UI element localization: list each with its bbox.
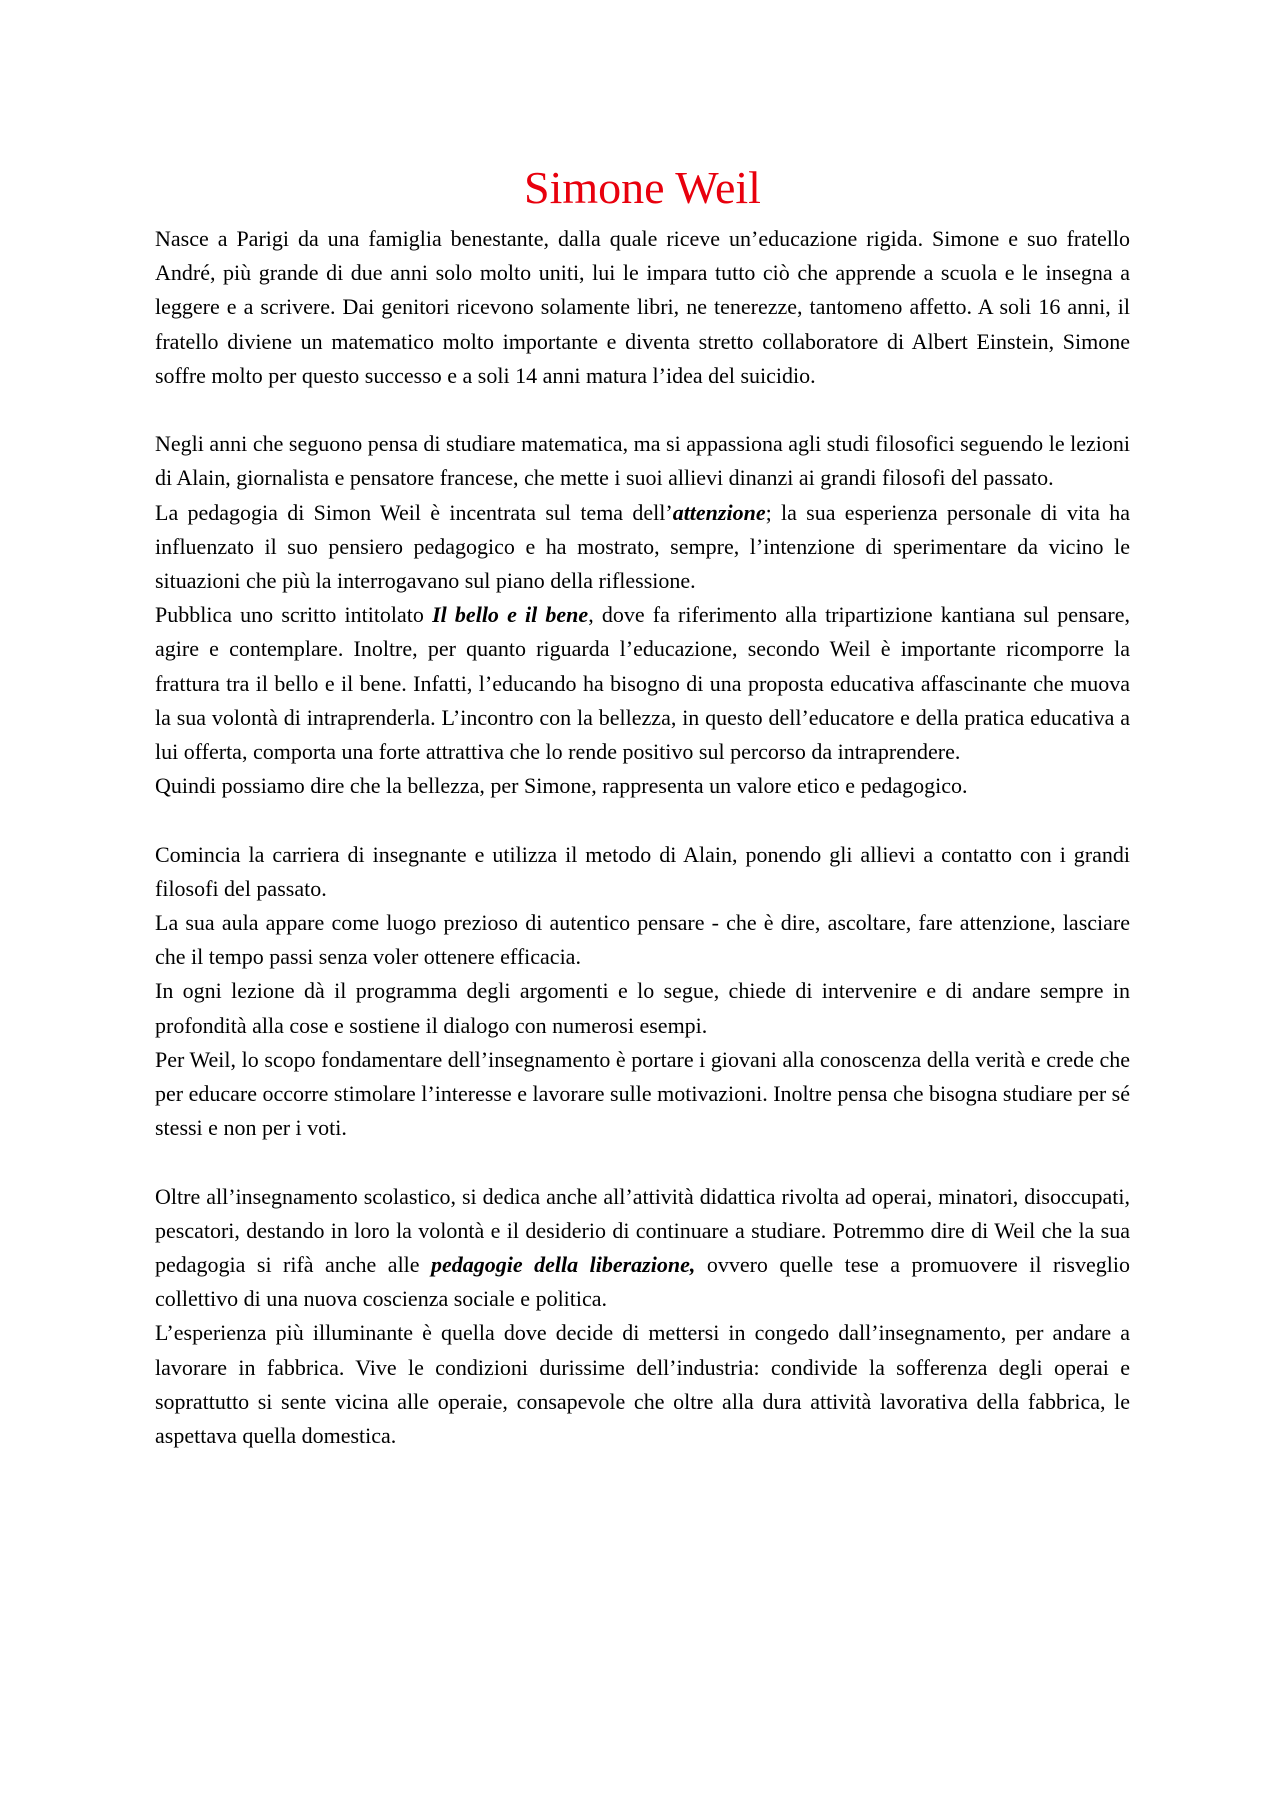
paragraph-studies: Negli anni che seguono pensa di studiare matematica, ma si appassiona agli studi filosofici seguendo le lezioni di Alain, giornalista e pensatore francese, che mette i suoi allievi dinanzi ai grandi filosofi del passato. (155, 431, 1130, 491)
paragraph-liberation (155, 1180, 1130, 1317)
paragraph-classroom: La sua aula appare come luogo prezioso di autentico pensare - che è dire, ascoltare, fare attenzione, lasciare che il tempo passi senza voler ottenere efficacia. (155, 910, 1130, 970)
paragraph-bello-text-after: , dove fa riferimento alla tripartizione kantiana sul pensare, agire e contemplare. Inoltre, per quanto riguarda l’educazione, secondo Weil è importante ricomporre la frattura tra il bello e il bene. Infatti, l’educando ha bisogno di una proposta educativa affascinante che muova la sua volontà di intraprenderla. L’incontro con la bellezza, in questo dell’educatore e della pratica educativa a lui offerta, comporta una forte attrattiva che lo rende positivo sul percorso da intraprendere. (155, 602, 1130, 765)
document-body (155, 158, 1130, 1453)
paragraph-spacer (155, 393, 1130, 427)
emphasis-attenzione: attenzione (672, 499, 766, 525)
emphasis-il-bello-e-il-bene: Il bello e il bene (432, 602, 589, 628)
paragraph-beauty-value: Quindi possiamo dire che la bellezza, per Simone, rappresenta un valore etico e pedagogico. (155, 773, 968, 799)
paragraph-liberation-text-after: ovvero quelle tese a promuovere il risveglio collettivo di una nuova coscienza sociale e politica. (155, 1252, 1130, 1312)
paragraph-teaching-career: Comincia la carriera di insegnante e utilizza il metodo di Alain, ponendo gli allievi a contatto con i grandi filosofi del passato. (155, 841, 1130, 901)
emphasis-pedagogie-della-liberazione: pedagogie della liberazione, (431, 1252, 696, 1278)
paragraph-attention (155, 496, 1130, 599)
paragraph-lessons: In ogni lezione dà il programma degli argomenti e lo segue, chiede di intervenire e di andare sempre in profondità alla cose e sostiene il dialogo con numerosi esempi. (155, 978, 1130, 1038)
page-title: Simone Weil (524, 162, 761, 213)
paragraph-attention-text-after: ; la sua esperienza personale di vita ha influenzato il suo pensiero pedagogico e ha mostrato, sempre, l’intenzione di sperimentare da vicino le situazioni che più la interrogavano sul piano della riflessione. (155, 499, 1130, 594)
paragraph-childhood: Nasce a Parigi da una famiglia benestante, dalla quale riceve un’educazione rigida. Simone e suo fratello André, più grande di due anni solo molto uniti, lui le impara tutto ciò che apprende a scuola e le insegna a leggere e a scrivere. Dai genitori ricevono solamente libri, ne tenerezze, tantomeno affetto. A soli 16 anni, il fratello diviene un matematico molto importante e diventa stretto collaboratore di Albert Einstein, Simone soffre molto per questo successo e a soli 14 anni matura l’idea del suicidio. (155, 226, 1130, 388)
paragraph-spacer (155, 1145, 1130, 1179)
paragraph-liberation-text-before: Oltre all’insegnamento scolastico, si dedica anche all’attività didattica rivolta ad operai, minatori, disoccupati, pescatori, destando in loro la volontà e il desiderio di continuare a studiare. Potremmo dire di Weil che la sua pedagogia si rifà anche alle (155, 1183, 1130, 1278)
paragraph-bello-bene (155, 598, 1130, 769)
paragraph-factory: L’esperienza più illuminante è quella dove decide di mettersi in congedo dall’insegnamento, per andare a lavorare in fabbrica. Vive le condizioni durissime dell’industria: condivide la sofferenza degli operai e soprattutto si sente vicina alle operaie, consapevole che oltre alla dura attività lavorativa della fabbrica, le aspettava quella domestica. (155, 1320, 1130, 1449)
paragraph-spacer (155, 803, 1130, 837)
paragraph-purpose: Per Weil, lo scopo fondamentare dell’insegnamento è portare i giovani alla conoscenza della verità e crede che per educare occorre stimolare l’interesse e lavorare sulle motivazioni. Inoltre pensa che bisogna studiare per sé stessi e non per i voti. (155, 1046, 1130, 1141)
paragraph-attention-text-before: La pedagogia di Simon Weil è incentrata sul tema dell’ (155, 499, 673, 525)
paragraph-bello-text-before: Pubblica uno scritto intitolato (155, 602, 433, 628)
